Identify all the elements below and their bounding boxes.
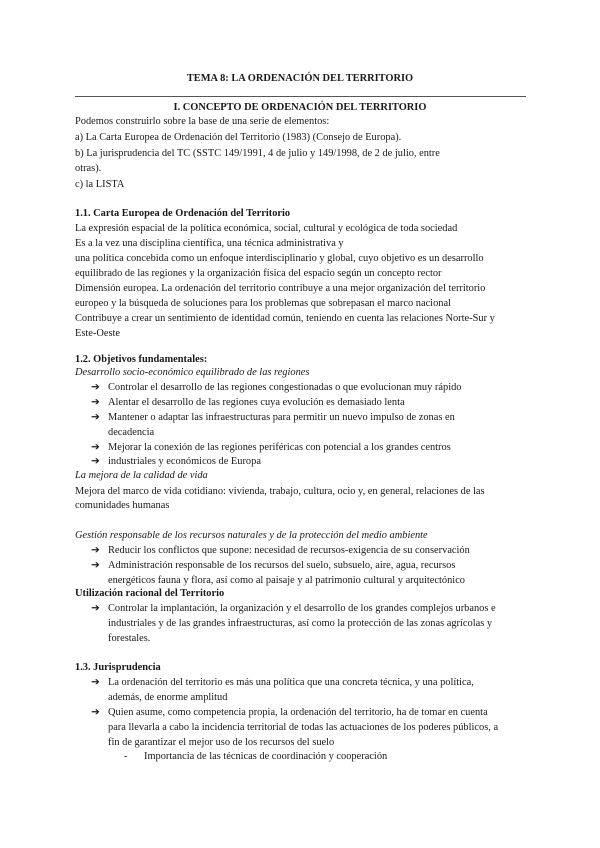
bullet-text: además, de enorme amplitud <box>108 692 228 703</box>
section-1-1-line: equilibrado de las regiones y la organización física del espacio según un concepto rector <box>75 268 442 279</box>
section-1-heading: I. CONCEPTO DE ORDENACIÓN DEL TERRITORIO <box>173 102 427 113</box>
arrow-bullet-icon: ➔ <box>91 412 100 423</box>
subheading-utilizacion-racional: Utilización racional del Territorio <box>75 588 225 599</box>
dash-bullet-icon: - <box>124 751 128 762</box>
bullet-text: Controlar la implantación, la organización y el desarrollo de los grandes complejos urbanos e <box>108 603 496 614</box>
bullet-text: Mejorar la conexión de las regiones periféricas con potencial a los grandes centros <box>108 442 451 453</box>
bullet-text: energéticos fauna y flora, así como al paisaje y al patrimonio cultural y arquitectónico <box>108 575 466 586</box>
section-1-1-heading: 1.1. Carta Europea de Ordenación del Territorio <box>75 208 291 219</box>
title-rule <box>75 96 526 97</box>
bullet-text: fin de garantizar el mejor uso de los recursos del suelo <box>108 737 335 748</box>
subheading-calidad-de-vida: La mejora de la calidad de vida <box>75 470 208 481</box>
sub-bullet-text: Importancia de las técnicas de coordinación y cooperación <box>144 751 388 762</box>
section-1-1-line: Dimensión europea. La ordenación del territorio contribuye a una mejor organización del territorio <box>75 283 486 294</box>
section-1-line: Podemos construirlo sobre la base de una serie de elementos: <box>75 116 330 127</box>
bullet-text: decadencia <box>108 427 155 438</box>
paragraph-line: Mejora del marco de vida cotidiano: vivienda, trabajo, cultura, ocio y, en general, relaciones de las <box>75 486 485 497</box>
arrow-bullet-icon: ➔ <box>91 456 100 467</box>
section-1-line: b) La jurisprudencia del TC (SSTC 149/1991, 4 de julio y 149/1998, de 2 de julio, entre <box>75 148 440 159</box>
bullet-text: Reducir los conflictos que supone: necesidad de recursos-exigencia de su conservación <box>108 545 470 556</box>
bullet-text: para llevarla a cabo la incidencia territorial de todas las actuaciones de los poderes públicos, a <box>108 722 499 733</box>
bullet-text: industriales y de las grandes infraestructuras, así como la protección de las zonas agrícolas y <box>108 618 493 629</box>
section-1-2-heading: 1.2. Objetivos fundamentales: <box>75 354 208 365</box>
section-1-1-line: La expresión espacial de la política económica, social, cultural y ecológica de toda sociedad <box>75 223 458 234</box>
section-1-1-line: Contribuye a crear un sentimiento de identidad común, teniendo en cuenta las relaciones Norte-Sur y <box>75 313 495 324</box>
arrow-bullet-icon: ➔ <box>91 560 100 571</box>
bullet-text: Quien asume, como competencia propia, la ordenación del territorio, ha de tomar en cuenta <box>108 707 488 718</box>
subheading-desarrollo: Desarrollo socio-económico equilibrado de las regiones <box>75 367 310 378</box>
bullet-text: Mantener o adaptar las infraestructuras para permitir un nuevo impulso de zonas en <box>108 412 455 423</box>
document-title: TEMA 8: LA ORDENACIÓN DEL TERRITORIO <box>186 73 414 84</box>
section-1-1-line: europeo y la búsqueda de soluciones para los problemas que sobrepasan el marco nacional <box>75 298 451 309</box>
bullet-text: industriales y económicos de Europa <box>108 456 261 467</box>
paragraph-line: comunidades humanas <box>75 500 170 511</box>
section-1-1-line: Este-Oeste <box>75 328 121 339</box>
arrow-bullet-icon: ➔ <box>91 545 100 556</box>
arrow-bullet-icon: ➔ <box>91 707 100 718</box>
bullet-text: forestales. <box>108 633 151 644</box>
section-1-line: c) la LISTA <box>75 179 125 190</box>
bullet-text: Controlar el desarrollo de las regiones congestionadas o que evolucionan muy rápido <box>108 382 462 393</box>
arrow-bullet-icon: ➔ <box>91 442 100 453</box>
section-1-1-line: Es a la vez una disciplina científica, una técnica administrativa y <box>75 238 344 249</box>
section-1-line: otras). <box>75 163 102 174</box>
section-1-line: a) La Carta Europea de Ordenación del Territorio (1983) (Consejo de Europa). <box>75 132 402 143</box>
arrow-bullet-icon: ➔ <box>91 382 100 393</box>
arrow-bullet-icon: ➔ <box>91 677 100 688</box>
arrow-bullet-icon: ➔ <box>91 397 100 408</box>
bullet-text: La ordenación del territorio es más una política que una concreta técnica, y una política, <box>108 677 474 688</box>
bullet-text: Administración responsable de los recursos del suelo, subsuelo, aire, agua, recursos <box>108 560 456 571</box>
subheading-gestion-recursos: Gestión responsable de los recursos naturales y de la protección del medio ambiente <box>75 530 428 541</box>
section-1-3-heading: 1.3. Jurisprudencia <box>75 662 161 673</box>
bullet-text: Alentar el desarrollo de las regiones cuya evolución es demasiado lenta <box>108 397 405 408</box>
section-1-1-line: una política concebida como un enfoque interdisciplinario y global, cuyo objetivo es un desarrollo <box>75 253 484 264</box>
arrow-bullet-icon: ➔ <box>91 603 100 614</box>
